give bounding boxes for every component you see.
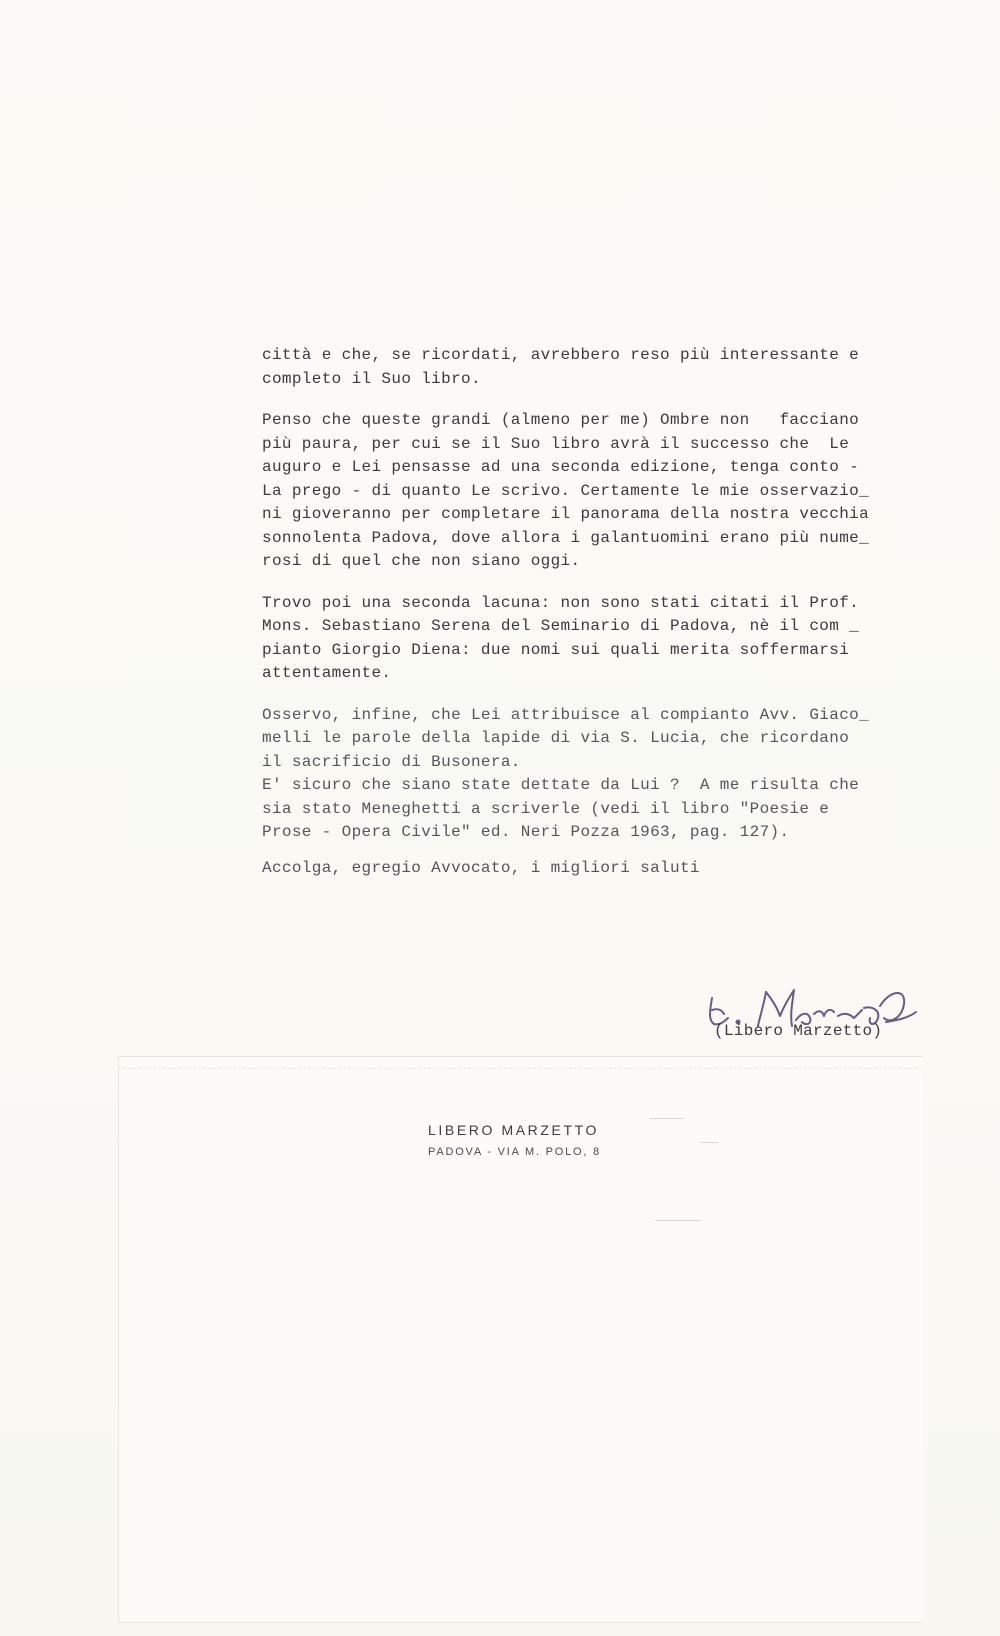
text-line: auguro e Lei pensasse ad una seconda edizione, tenga conto - bbox=[262, 458, 860, 476]
envelope-sender-block bbox=[428, 1122, 601, 1158]
paper-mark bbox=[700, 1142, 718, 1143]
sender-name: LIBERO MARZETTO bbox=[428, 1122, 599, 1138]
text-line: La prego - di quanto Le scrivo. Certamente le mie osservazio_ bbox=[262, 481, 870, 500]
paragraph-1 bbox=[262, 344, 902, 391]
text-line: E' sicuro che siano state dettate da Lui ? A me risulta che bbox=[262, 776, 860, 794]
paragraph-5 bbox=[262, 774, 902, 845]
text-line: sonnolenta Padova, dove allora i galantuomini erano più nume_ bbox=[262, 528, 870, 547]
text-line: melli le parole della lapide di via S. Lucia, che ricordano bbox=[262, 729, 850, 747]
text-line: Prose - Opera Civile" ed. Neri Pozza 1963, pag. 127). bbox=[262, 823, 790, 841]
letter-body bbox=[262, 344, 902, 880]
paragraph-3 bbox=[262, 592, 902, 686]
typed-signature-name: (Libero Marzetto) bbox=[714, 1022, 883, 1040]
text-line: completo il Suo libro. bbox=[262, 369, 481, 388]
text-line: Trovo poi una seconda lacuna: non sono stati citati il Prof. bbox=[262, 593, 860, 612]
text-line: Accolga, egregio Avvocato, i migliori saluti bbox=[262, 858, 700, 877]
paper-mark bbox=[655, 1220, 701, 1221]
text-line: Penso che queste grandi (almeno per me) Ombre non facciano bbox=[262, 411, 860, 429]
text-line: Osservo, infine, che Lei attribuisce al compianto Avv. Giaco_ bbox=[262, 705, 870, 724]
paragraph-4 bbox=[262, 704, 902, 775]
text-line: rosi di quel che non siano oggi. bbox=[262, 552, 581, 570]
closing-salutation bbox=[262, 857, 902, 881]
text-line: pianto Giorgio Diena: due nomi sui quali merita soffermarsi bbox=[262, 640, 850, 659]
text-line: città e che, se ricordati, avrebbero reso più interessante e bbox=[262, 346, 860, 364]
text-line: più paura, per cui se il Suo libro avrà il successo che Le bbox=[262, 434, 850, 453]
paper-mark bbox=[650, 1118, 684, 1119]
text-line: Mons. Sebastiano Serena del Seminario di Padova, nè il com _ bbox=[262, 617, 860, 635]
text-line: ni gioveranno per completare il panorama della nostra vecchia bbox=[262, 505, 870, 523]
text-line: attentamente. bbox=[262, 664, 392, 682]
text-line: sia stato Meneghetti a scriverle (vedi il libro "Poesie e bbox=[262, 799, 830, 818]
paragraph-2 bbox=[262, 409, 902, 574]
envelope-flap bbox=[118, 1056, 922, 1069]
sender-address: PADOVA - VIA M. POLO, 8 bbox=[428, 1146, 602, 1158]
text-line: il sacrificio di Busonera. bbox=[262, 752, 521, 771]
